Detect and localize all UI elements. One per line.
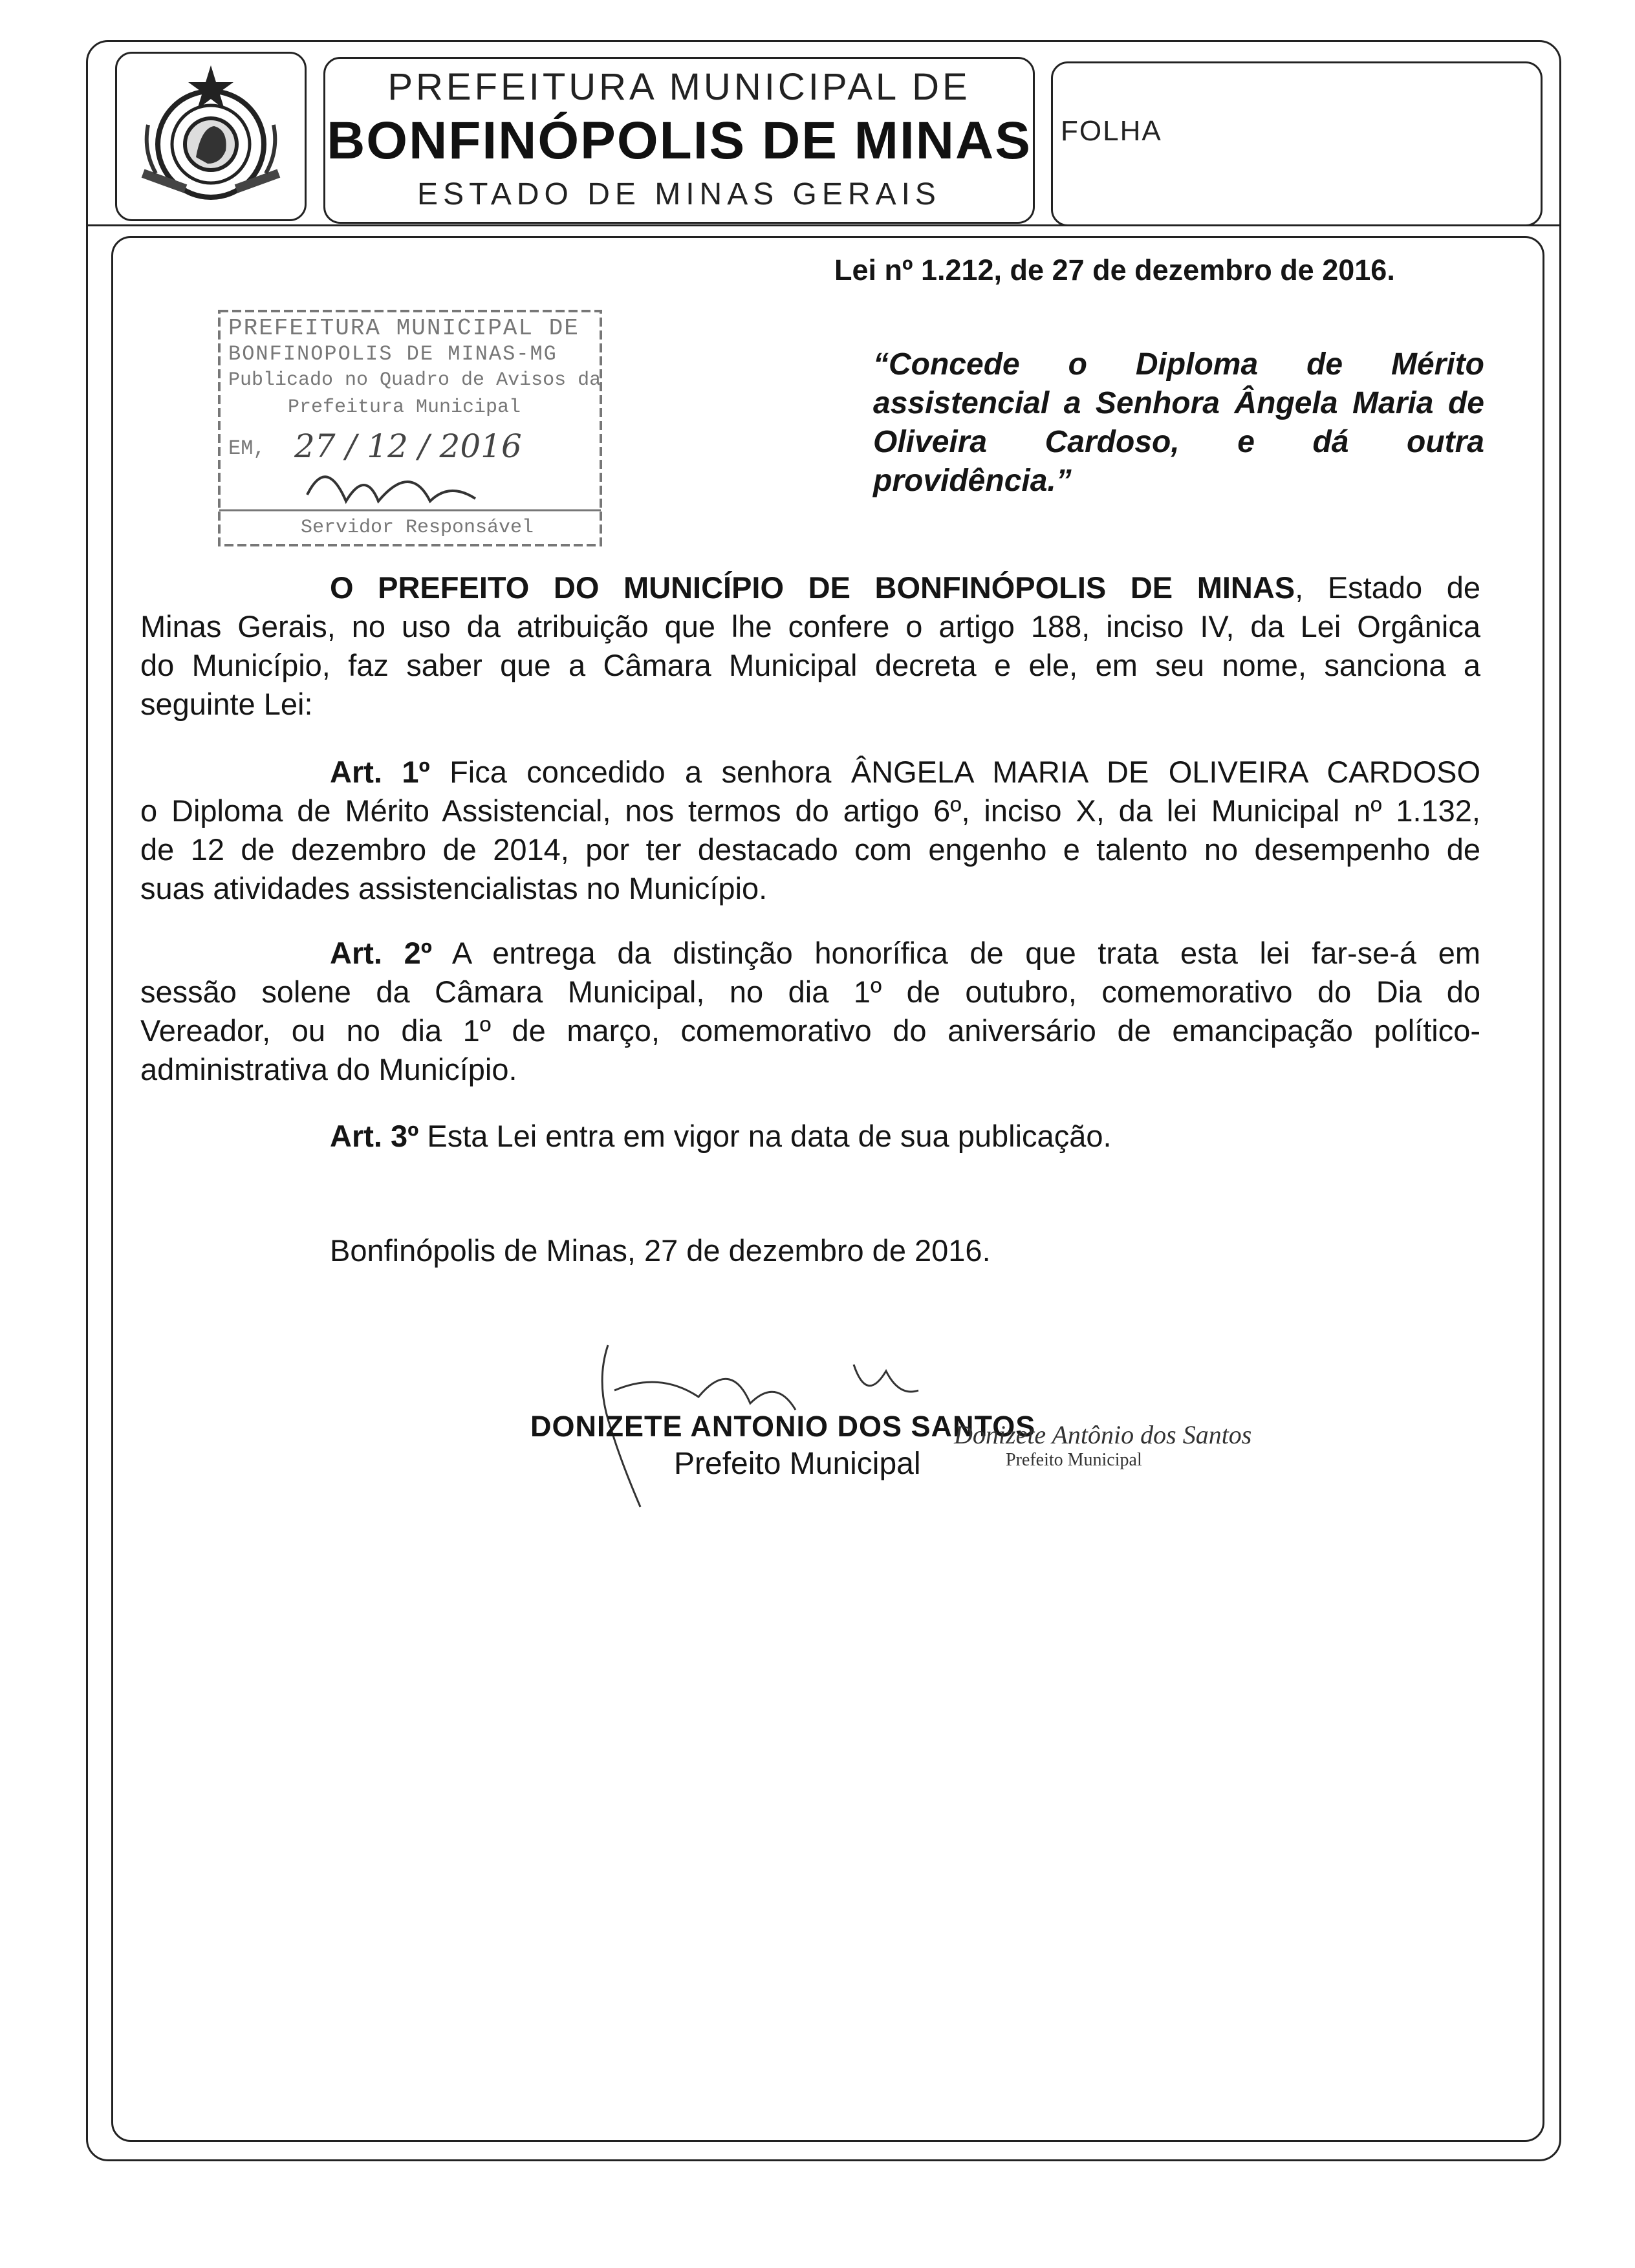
- preamble-line: do Município, faz saber que a Câmara Municipal decreta e ele, em seu nome, sanciona a: [140, 648, 1480, 682]
- article-line: administrativa do Município.: [140, 1052, 517, 1086]
- stamp-date: 27 / 12 / 2016: [294, 427, 522, 465]
- preamble-line: O PREFEITO DO MUNICÍPIO DE BONFINÓPOLIS DE MINAS, Estado de: [330, 570, 1481, 605]
- article-1-first-line: Art. 1º Fica concedido a senhora ÂNGELA MARIA DE OLIVEIRA CARDOSO: [330, 755, 1480, 789]
- stamp-line: PREFEITURA MUNICIPAL DE: [228, 315, 579, 341]
- stamp-em-label: EM,: [228, 437, 266, 460]
- article-line: Vereador, ou no dia 1º de março, comemorativo do aniversário de emancipação político-: [140, 1013, 1480, 1048]
- ementa-line: Oliveira Cardoso, e dá outra: [873, 425, 1484, 459]
- seal-box: [115, 52, 307, 221]
- ementa-line: assistencial a Senhora Ângela Maria de: [873, 386, 1484, 420]
- article-label: Art. 1º: [330, 755, 430, 789]
- place-date: Bonfinópolis de Minas, 27 de dezembro de 2016.: [330, 1233, 991, 1268]
- preamble-line: Minas Gerais, no uso da atribuição que lhe confere o artigo 188, inciso IV, da Lei Orgânica: [140, 609, 1480, 643]
- folha-label: FOLHA: [1061, 115, 1162, 147]
- stamp-line: Publicado no Quadro de Avisos da: [228, 369, 601, 391]
- stamp-line: Prefeitura Municipal: [288, 396, 521, 418]
- header-line-state: ESTADO DE MINAS GERAIS: [417, 177, 941, 211]
- ementa-line: providência.”: [873, 464, 1072, 498]
- stamp-signature-label: Servidor Responsável: [301, 517, 534, 539]
- article-label: Art. 3º: [330, 1119, 419, 1153]
- folha-box: [1051, 61, 1543, 226]
- article-line: o Diploma de Mérito Assistencial, nos termos do artigo 6º, inciso X, da lei Municipal nº 1.132,: [140, 794, 1480, 828]
- stamp-line: BONFINOPOLIS DE MINAS-MG: [228, 342, 558, 366]
- signature-stamp-name: Donizete Antônio dos Santos: [954, 1420, 1252, 1449]
- header-line-prefeitura: PREFEITURA MUNICIPAL DE: [387, 66, 971, 108]
- article-label: Art. 2º: [330, 936, 432, 970]
- article-3-line: Art. 3º Esta Lei entra em vigor na data de sua publicação.: [330, 1119, 1112, 1153]
- signature-stamp: [954, 1420, 1251, 1471]
- article-line: sessão solene da Câmara Municipal, no dia 1º de outubro, comemorativo do Dia do: [140, 975, 1480, 1009]
- article-line: suas atividades assistencialistas no Município.: [140, 871, 768, 905]
- municipal-coat-of-arms-icon: [117, 54, 305, 219]
- article-line: de 12 de dezembro de 2014, por ter destacado com engenho e talento no desempenho de: [140, 832, 1480, 867]
- signatory-role: Prefeito Municipal: [674, 1447, 921, 1481]
- header-line-municipality: BONFINÓPOLIS DE MINAS: [327, 111, 1032, 170]
- signature-stamp-role: Prefeito Municipal: [1006, 1450, 1142, 1470]
- ementa-line: “Concede o Diploma de Mérito: [873, 347, 1484, 382]
- article-2-first-line: Art. 2º A entrega da distinção honorífica de que trata esta lei far-se-á em: [330, 936, 1480, 970]
- preamble-bold-lead: O PREFEITO DO MUNICÍPIO DE BONFINÓPOLIS DE MINAS: [330, 570, 1295, 605]
- law-number: Lei nº 1.212, de 27 de dezembro de 2016.: [834, 254, 1395, 286]
- preamble-line: seguinte Lei:: [140, 687, 313, 721]
- publication-stamp: [217, 307, 605, 550]
- signatory-name: DONIZETE ANTONIO DOS SANTOS: [530, 1410, 1036, 1443]
- header-title-box: [323, 57, 1035, 224]
